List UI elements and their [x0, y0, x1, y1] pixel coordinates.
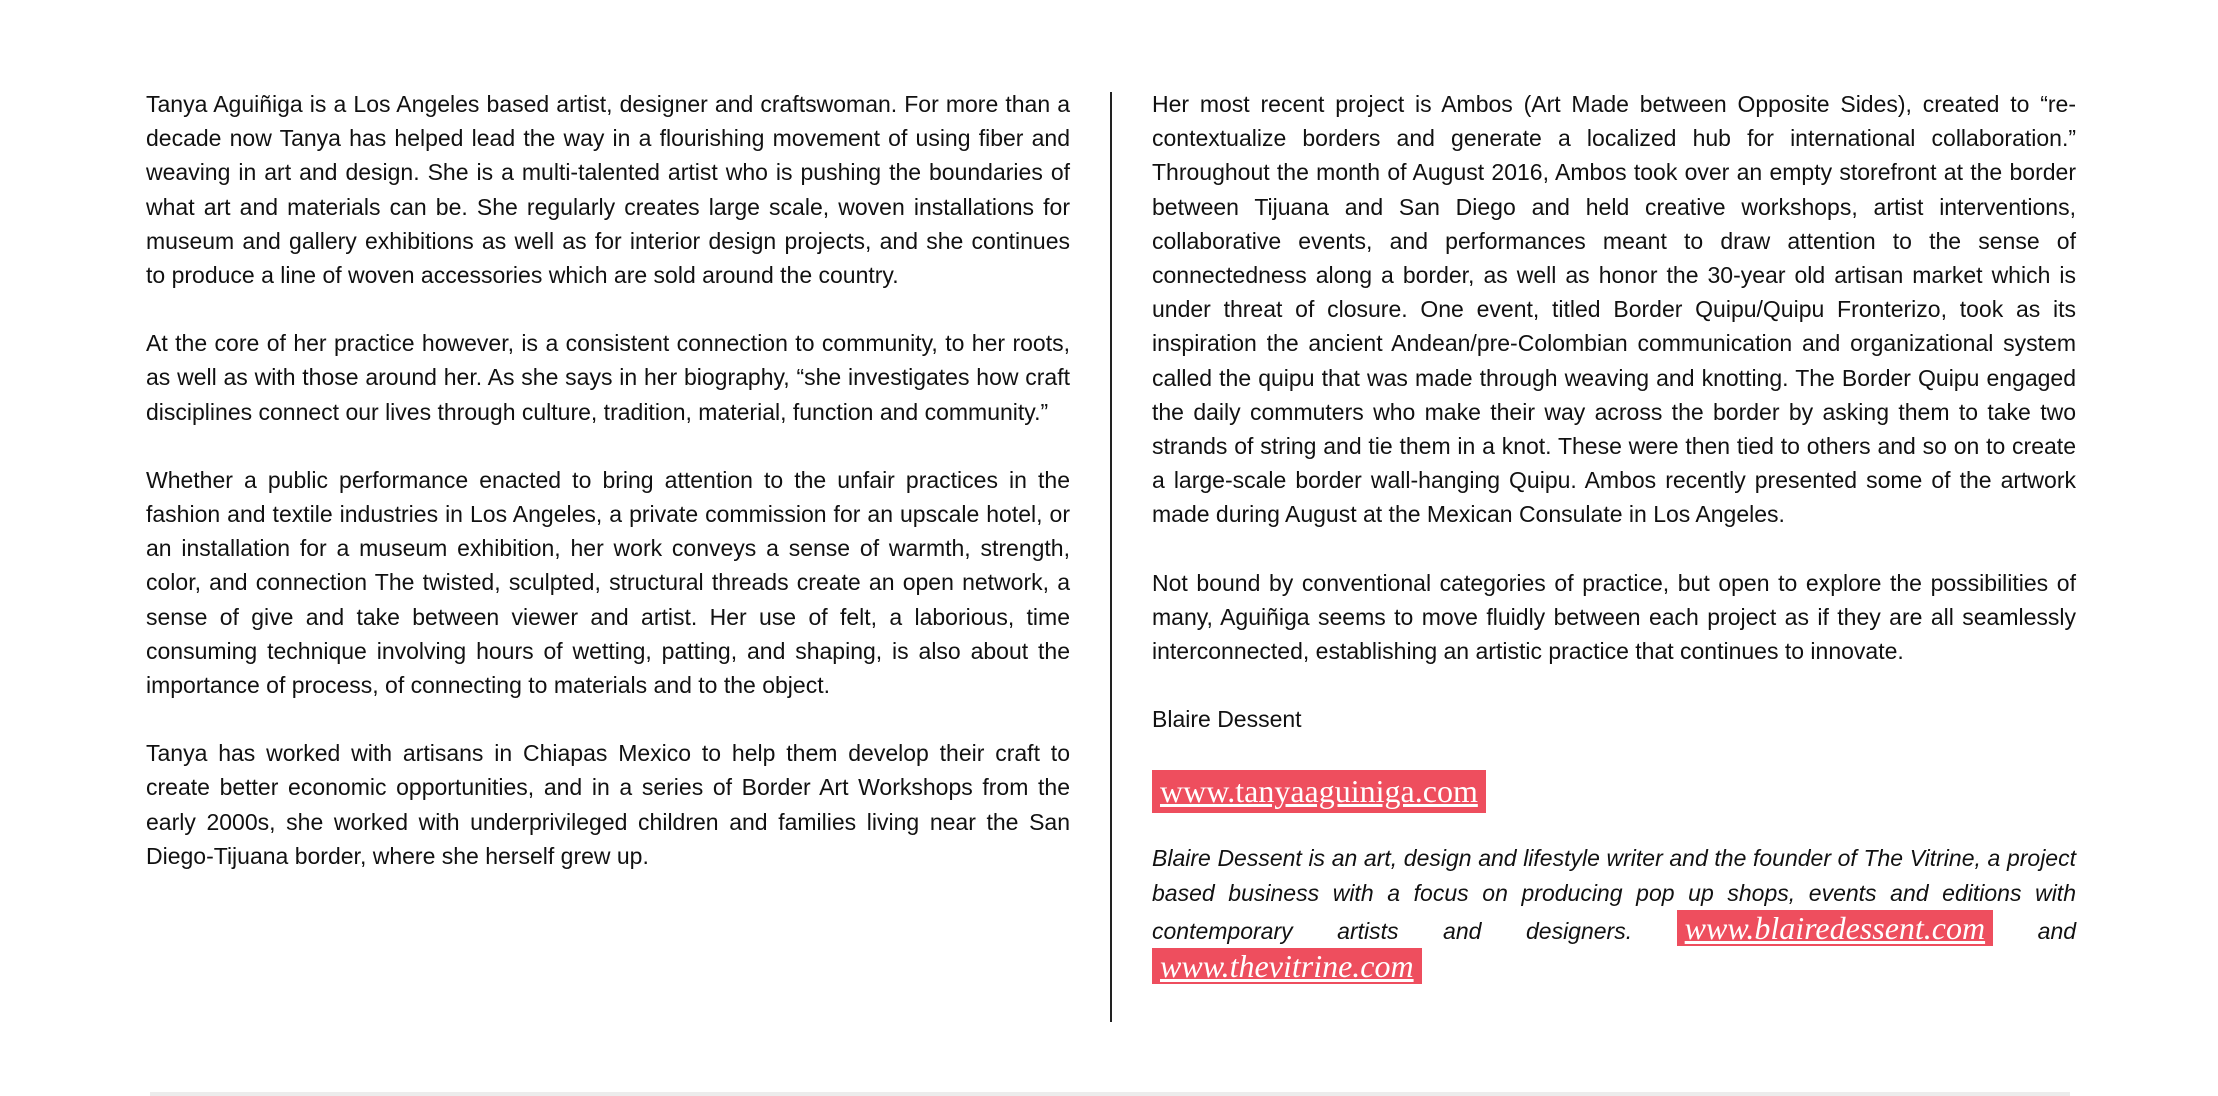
author-signature: Blaire Dessent: [1152, 706, 1302, 733]
right-paragraph-1: Her most recent project is Ambos (Art Made between Opposite Sides), created to “re-contextualize borders and generate a localized hub for international collaboration.” Throughout the month of August 2016, Ambos took over an empty storefront at the border between Tijuana and San Diego and held creative workshops, artist interventions, collaborative events, and performances meant to draw attention to the sense of connectedness along a border, as well as honor the 30-year old artisan market which is under threat of closure. One event, titled Border Quipu/Quipu Fronterizo, took as its inspiration the ancient Andean/pre-Colombian communication and organizational system called the quipu that was made through weaving and knotting. The Border Quipu engaged the daily commuters who make their way across the border by asking them to take two strands of string and tie them in a knot. These were then tied to others and so on to create a large-scale border wall-hanging Quipu. Ambos recently presented some of the artwork made during August at the Mexican Consulate in Los Angeles.: [1152, 91, 2076, 528]
bio-connector: and: [2037, 917, 2077, 944]
vitrine-website-link[interactable]: www.thevitrine.com: [1152, 948, 1422, 984]
author-bio-text: Blaire Dessent is an art, design and lifestyle writer and the founder of The Vitrine, a project based business with a focus on producing pop up shops, events and editions with contemporary artists and designers.: [1152, 845, 2076, 944]
left-paragraph-4: Tanya has worked with artisans in Chiapas Mexico to help them develop their craft to create better economic opportunities, and in a series of Border Art Workshops from the early 2000s, she worked with underprivileged children and families living near the San Diego-Tijuana border, where she herself grew up.: [146, 740, 1070, 869]
footer-rule: [150, 1092, 2070, 1096]
artist-link-row: [1152, 770, 2076, 813]
left-paragraph-3: Whether a public performance enacted to bring attention to the unfair practices in the fashion and textile industries in Los Angeles, a private commission for an upscale hotel, or an installation for a museum exhibition, her work conveys a sense of warmth, strength, color, and connection The twisted, sculpted, structural threads create an open network, a sense of give and take between viewer and artist. Her use of felt, a laborious, time consuming technique involving hours of wetting, patting, and shaping, is also about the importance of process, of connecting to materials and to the object.: [146, 466, 1070, 699]
author-bio: [1152, 841, 2076, 986]
left-column: [146, 87, 1070, 907]
artist-website-link[interactable]: www.tanyaaguiniga.com: [1152, 770, 1486, 813]
right-column: [1152, 87, 2076, 1020]
author-website-link[interactable]: www.blairedessent.com: [1677, 910, 1993, 946]
right-paragraph-2: Not bound by conventional categories of practice, but open to explore the possibilities of many, Aguiñiga seems to move fluidly between each project as if they are all seamlessly interconnected, establishing an artistic practice that continues to innovate.: [1152, 569, 2076, 665]
left-paragraph-1: Tanya Aguiñiga is a Los Angeles based artist, designer and craftswoman. For more than a decade now Tanya has helped lead the way in a flourishing movement of using fiber and weaving in art and design. She is a multi-talented artist who is pushing the boundaries of what art and materials can be. She regularly creates large scale, woven installations for museum and gallery exhibitions as well as for interior design projects, and she continues to produce a line of woven accessories which are sold around the country.: [146, 91, 1070, 289]
column-divider: [1110, 92, 1112, 1022]
left-paragraph-2: At the core of her practice however, is a consistent connection to community, to her roots, as well as with those around her. As she says in her biography, “she investigates how craft disciplines connect our lives through culture, tradition, material, function and community.”: [146, 330, 1070, 425]
